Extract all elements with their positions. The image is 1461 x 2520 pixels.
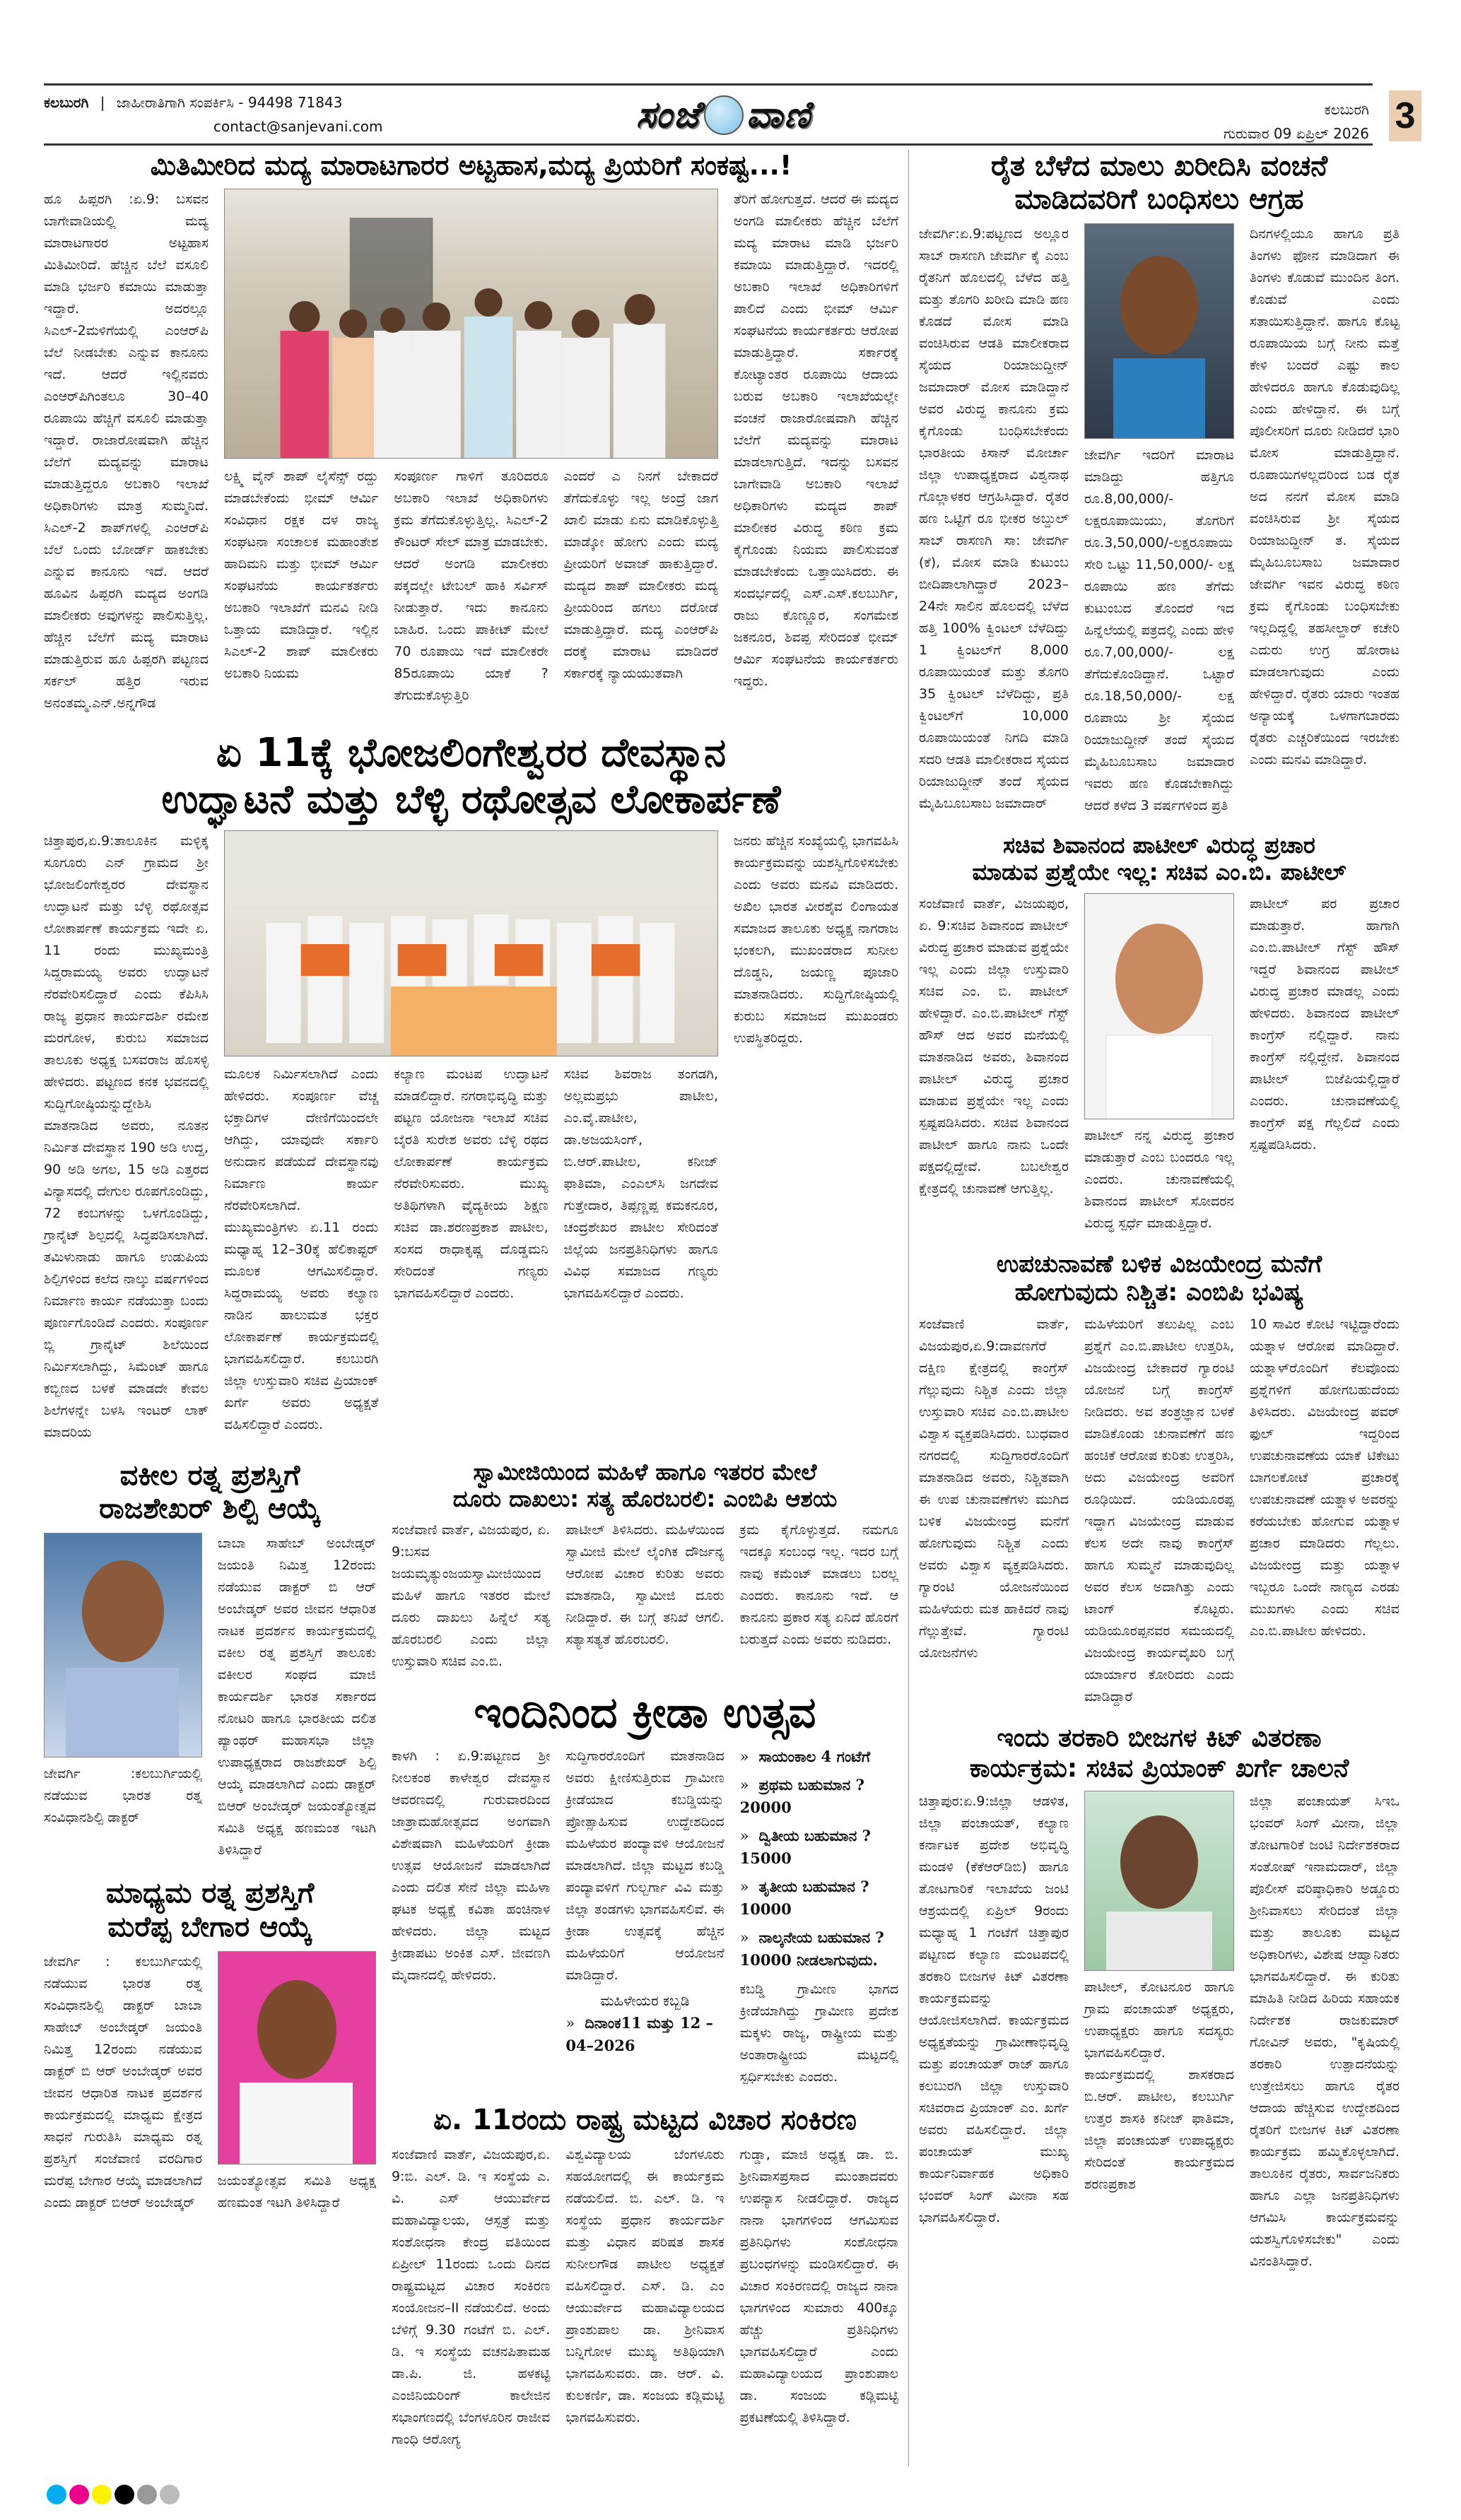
shivanand-photo-caption: ಪಾಟೀಲ್ ನನ್ನ ವಿರುದ್ಧ ಪ್ರಚಾರ ಮಾಡುತ್ತಾರೆ ಎಂಬ ಬಂದರೂ ಇಲ್ಲ ಎಂದರು. ಚುನಾವಣೆಯಲ್ಲಿ ಶಿವಾನಂದ ಪಾಟೀಲ್ ಸೋದರನ ವಿರುದ್ಧ ಸ್ಪರ್ಧೆ ಮಾಡುತ್ತಿದ್ದಾರೆ. <box>1084 1127 1234 1231</box>
portrait-illustration <box>1085 894 1233 1119</box>
ad-contact: ಜಾಹೀರಾತಿಗಾಗಿ ಸಂಪರ್ಕಿಸಿ - 94498 71843 <box>116 94 343 111</box>
seeds-story <box>919 1724 1400 2273</box>
sports-col1: ಕಾಳಗಿ : ಏ.9:ಪಟ್ಟಣದ ಶ್ರೀ ನೀಲಕಂಠ ಕಾಳೇಶ್ವರ ದೇವಸ್ಥಾನ ಆವರಣದಲ್ಲಿ ಗುರುವಾರದಿಂದ ಜಾತ್ರಾಮಹೋತ್ಸವದ ಅಂಗವಾಗಿ ವಿಶೇಷವಾಗಿ ಮಹಿಳೆಯರಿಗೆ ಕ್ರೀಡಾ ಉತ್ಸವ ಆಯೋಜನೆ ಮಾಡಲಾಗಿದೆ ಎಂದು ದಲಿತ ಸೇನೆ ಜಿಲ್ಲಾ ಮಹಿಳಾ ಘಟಕ ಅಧ್ಯಕ್ಷೆ ಕವಿತಾ ಹಂಚಿನಾಳ ಹೇಳಿದರು. ಜಿಲ್ಲಾ ಮಟ್ಟದ ಕ್ರೀಡಾಪಟು ಅಂಕಿತ ಎಸ್. ಜೀವಣಗಿ ಮೈದಾನದಲ್ಲಿ ಹೇಳಿದರು. <box>392 1748 551 1984</box>
top-rule <box>44 83 1373 86</box>
sports-story <box>392 1688 898 2088</box>
portrait-illustration <box>218 1952 375 2165</box>
newspaper-logo <box>636 90 811 140</box>
lawyer-award-headline-2: ರಾಜಶೇಖರ್ ಶಿಲ್ಪಿ ಆಯ್ಕೆ <box>99 1492 321 1526</box>
seeds-photo-caption: ಪಾಟೀಲ್, ಕೋಟನೂರ ಹಾಗೂ ಗ್ರಾಮ ಪಂಚಾಯತ್ ಅಧ್ಯಕ್ಷರು, ಉಪಾಧ್ಯಕ್ಷರು ಹಾಗೂ ಸದಸ್ಯರು ಭಾಗವಹಿಸಲಿದ್ದಾರೆ. ಕಾರ್ಯಕ್ರಮದಲ್ಲಿ ಶಾಸಕರಾದ ಬಿ.ಆರ್. ಪಾಟೀಲ, ಕಲಬುರ್ಗಿ ಉತ್ತರ ಶಾಸಕಿ ಕನೀಜ್ ಫಾತಿಮಾ, ಜಿಲ್ಲಾ ಪಂಚಾಯತ್ ಉಪಾಧ್ಯಕ್ಷರು ಸೇರಿದಂತೆ ಕಾರ್ಯಕ್ರಮದ ಶರಣಪ್ರಕಾಶ <box>1084 1979 1234 2193</box>
swamiji-col3: ಕ್ರಮ ಕೈಗೊಳ್ಳುತ್ತದೆ. ನಮಗೂ ಇದಕ್ಕೂ ಸಂಬಂಧ ಇಲ್ಲ. ಇದರ ಬಗ್ಗೆ ನಾವು ಕಮೆಂಟ್ ಮಾಡಲು ಬರಲ್ಲ ಎಂದರು. ಕಾನೂನು ಇದೆ. ಆ ಕಾನೂನು ಪ್ರಕಾರ ಸತ್ಯ ಏನಿದೆ ಹೊರಗೆ ಬರುತ್ತದೆ ಎಂದು ಅವರು ನುಡಿದರು. <box>739 1522 898 1648</box>
shivanand-photo <box>1084 893 1234 1119</box>
farmer-headline-1: ರೈತ ಬೆಳೆದ ಮಾಲು ಖರೀದಿಸಿ ವಂಚನೆ <box>990 150 1328 182</box>
black-dot <box>115 2485 134 2504</box>
sports-date-item: » ದಿನಾಂಕ11 ಮತ್ತು 12 –04–2026 <box>565 2012 724 2057</box>
temple-headline-2: ಉದ್ಘಾಟನೆ ಮತ್ತು ಬೆಳ್ಳಿ ರಥೋತ್ಸವ ಲೋಕಾರ್ಪಣೆ <box>161 776 781 823</box>
contact-email[interactable]: contact@sanjevani.com <box>213 118 383 135</box>
city-label-right: ಕಲಬುರಗಿ <box>1324 101 1369 118</box>
farmer-col1: ಜೇವರ್ಗಿ:ಏ.9:ಪಟ್ಟಣದ ಅಲ್ಲೂರ ಸಾಬ್ ರಾಸಣಗಿ ಜೇವರ್ಗಿ ಕೈ ಎಂಬ ರೈತನಿಗೆ ಹೊಲದಲ್ಲಿ ಬೆಳೆದ ಹತ್ತಿ ಮತ್ತು ತೊಗರಿ ಖರೀದಿ ಮಾಡಿ ಹಣ ಕೊಡದೆ ಮೋಸ ಮಾಡಿ ವಂಚಿಸಿರುವ ಆಡತಿ ಮಾಲೀಕರಾದ ಸೈಯದ ರಿಯಾಜುದ್ದೀನ್ ಜಮಾದಾರ್ ಮೋಸ ಮಾಡಿದ್ದಾನೆ ಅವರ ವಿರುದ್ಧ ಕಾನೂನು ಕ್ರಮ ಕೈಗೊಂಡು ಬಂಧಿಸಬೇಕೆಂದು ಭಾರತೀಯ ಕಿಸಾನ್ ಮೋರ್ಚಾ ಜಿಲ್ಲಾ ಉಪಾಧ್ಯಕ್ಷರಾದ ವಿಶ್ವನಾಥ ಗೊಲ್ಲಾಳಕರ ಆಗ್ರಹಿಸಿದ್ದಾರೆ. ರೈತರ ಹಣ ಒಟ್ಟಿಗೆ ರೂ ಭೀಕರ ಅಬ್ದುಲ್ ಸಾಬ್ ರಾಸಣಗಿ ಸಾ: ಜೇವರ್ಗಿ (ಕೆ), ಮೋಸ ಮಾಡಿ ಕುಟುಂಬ ಬೀದಿಪಾಲಾಗಿದ್ದಾರೆ 2023–24ನೇ ಸಾಲಿನ ಹೊಲದಲ್ಲಿ ಬೆಳೆದ ಹತ್ತಿ 100% ಕ್ವಿಂಟಲ್ ಬೆಳೆದಿದ್ದು 1 ಕ್ವಿಂಟಲ್‌ಗೆ 8,000 ರೂಪಾಯಿಯಂತೆ ಮತ್ತು ತೊಗರಿ 35 ಕ್ವಿಂಟಲ್ ಬೆಳೆದಿದ್ದು, ಪ್ರತಿ ಕ್ವಿಂಟಲ್‌ಗೆ 10,000 ರೂಪಾಯಿಯಂತೆ ನಿಗದಿ ಮಾಡಿ ಸದರಿ ಆಡತಿ ಮಾಲೀಕರಾದ ಸೈಯದ ರಿಯಾಜುದ್ದೀನ್ ತಂದೆ ಸೈಯದ ಮೈಹಿಬೂಬಸಾಬ ಜಮಾದಾರ್ <box>919 226 1069 812</box>
sports-middle <box>565 1745 724 2063</box>
media-award-headline-1: ಮಾಧ್ಯಮ ರತ್ನ ಪ್ರಶಸ್ತಿಗೆ <box>105 1877 315 1910</box>
vijayendra-story <box>919 1250 1400 1708</box>
swamiji-story <box>392 1459 898 1673</box>
temple-col4: ಸಚಿವ ಶಿವರಾಜ ತಂಗಡಗಿ, ಅಲ್ಲಮಪ್ರಭು ಪಾಟೀಲ, ಎಂ.ವೈ.ಪಾಟೀಲ, ಡಾ.ಅಜಯಸಿಂಗ್, ಬಿ.ಆರ್.ಪಾಟೀಲ, ಕನೀಜ್ ಫಾತಿಮಾ, ಎಂಎಲ್‌ಸಿ ಜಗದೇವ ಗುತ್ತೇದಾರ, ತಿಪ್ಪಣ್ಣಪ್ಪ ಕಮಕನೂರ, ಚಂದ್ರಶೇಖರ ಪಾಟೀಲ ಸೇರಿದಂತೆ ಜಿಲ್ಲೆಯ ಜನಪ್ರತಿನಿಧಿಗಳು ಹಾಗೂ ವಿವಿಧ ಸಮಾಜದ ಗಣ್ಯರು ಭಾಗವಹಿಸಲಿದ್ದಾರೆ ಎಂದರು. <box>563 1066 718 1301</box>
seeds-middle <box>1084 1791 1234 2196</box>
media-right <box>218 1951 376 2214</box>
registration-marks <box>47 2485 180 2504</box>
portrait-illustration <box>1085 1791 1233 1971</box>
liquor-story <box>44 150 898 714</box>
liquor-col4: ಎಂದರೆ ಎ ನಿನಗೆ ಬೇಕಾದರೆ ತೆಗೆದುಕೊಳ್ಳು ಇಲ್ಲ ಅಂದ್ರೆ ಜಾಗ ಖಾಲಿ ಮಾಡು ಏನು ಮಾಡಿಕೊಳ್ಳುತ್ತಿ ಮಾಡ್ಕೋ ಹೋಗು ಎಂದು ಮದ್ಯ ಪ್ರೀಯರಿಗೆ ಅವಾಜ್ ಹಾಕುತ್ತಿದ್ದಾರೆ. ಮದ್ಯದ ಶಾಪ್ ಮಾಲೀಕರು ಮದ್ಯ ಪ್ರೀಯರಿಂದ ಹಗಲು ದರೋಡೆ ಮಾಡುತ್ತಿದ್ದಾರೆ. ಮದ್ಯ ಎಂಆರ್‌ಪಿ ದರಕ್ಕೆ ಮಾರಾಟ ಮಾಡಿದರೆ ಸರ್ಕಾರಕ್ಕೆ ನ್ಯಾಯಯುತವಾಗಿ <box>563 468 718 681</box>
sports-col3: ಕಬಡ್ಡಿ ಗ್ರಾಮೀಣ ಭಾಗದ ಕ್ರೀಡೆಯಾಗಿದ್ದು ಗ್ರಾಮೀಣ ಪ್ರದೇಶ ಮಕ್ಕಳು ರಾಜ್ಯ, ರಾಷ್ಟ್ರೀಯ ಮತ್ತು ಅಂತಾರಾಷ್ಟ್ರೀಯ ಮಟ್ಟದಲ್ಲಿ ಸ್ಪರ್ಧಿಸಬೇಕು ಎಂದರು. <box>739 1982 898 2085</box>
temple-headline-1: ಏ 11ಕ್ಕೆ ಭೋಜಲಿಂಗೇಶ್ವರರ ದೇವಸ್ಥಾನ <box>216 729 727 776</box>
swamiji-headline-1: ಸ್ವಾಮೀಜಿಯಿಂದ ಮಹಿಳೆ ಹಾಗೂ ಇತರರ ಮೇಲೆ <box>473 1458 817 1485</box>
farmer-col3: ದಿನಗಳಲ್ಲಿಯೂ ಹಾಗೂ ಪ್ರತಿ ತಿಂಗಳು ಫೋನ ಮಾಡಿದಾಗ ಈ ತಿಂಗಳು ಕೊಡುವೆ ಮುಂದಿನ ತಿಂಗ. ಕೊಡುವೆ ಎಂದು ಸತಾಯಿಸುತ್ತಿದ್ದಾನೆ. ಹಾಗೂ ಕೊಟ್ಟ ರೂಪಾಯಿಯ ಬಗ್ಗೆ ನೀನು ಮತ್ತೆ ಕೇಳಿ ಬಂದರೆ ಎಷ್ಟು ಕಾಲ ಹೇಳಿದರೂ ಹಾಗೂ ಕೊಡುವುದಿಲ್ಲ ಎಂದು ಹೇಳಿದ್ದಾನೆ. ಈ ಬಗ್ಗೆ ಪೊಲೀಸರಿಗೆ ದೂರು ನೀಡಿದರೆ ಭಾರಿ ಮೋಸ ಮಾಡುತ್ತಿದ್ದಾನೆ. ರೂಪಾಯಿಗಳಲ್ಲದರಿಂದ ಬಡ ರೈತ ಅದ ನನಗೆ ಮೋಸ ಮಾಡಿ ವಂಚಿಸಿರುವ ಶ್ರೀ ಸೈಯದ ರಿಯಾಜುದ್ದೀನ್ ತ. ಸೈಯದ ಮೈಹಿಬೂಬಸಾಬ ಜಮಾದಾರ ಜೇವರ್ಗಿ ಇವನ ವಿರುದ್ಧ ಕಠಿಣ ಕ್ರಮ ಕೈಗೊಂಡು ಬಂಧಿಸಬೇಕು ಇಲ್ಲದಿದ್ದಲ್ಲಿ ತಹಸೀಲ್ದಾರ್ ಕಚೇರಿ ಎದುರು ಉಗ್ರ ಹೋರಾಟ ಮಾಡಲಾಗುವುದು ಎಂದು ಹೇಳಿದ್ದಾರೆ. ರೈತರು ಯಾರು ಇಂತಹ ಅನ್ಯಾಯಕ್ಕೆ ಒಳಗಾಗಬಾರದು ರೈತರು ಎಚ್ಚರಿಕೆಯಿಂದ ಇರಬೇಕು ಎಂದು ಮನವಿ ಮಾಡಿದ್ದಾರೆ. <box>1250 226 1400 768</box>
page-number: 3 <box>1389 90 1421 141</box>
separator: | <box>100 94 105 111</box>
temple-photo <box>224 830 718 1056</box>
lawyer-photo-caption: ಜೇವರ್ಗಿ :ಕಲಬುರ್ಗಿಯಲ್ಲಿ ನಡೆಯುವ ಭಾರತ ರತ್ನ ಸಂವಿಧಾನಶಿಲ್ಪಿ ಡಾಕ್ಟರ್ <box>44 1766 202 1826</box>
portrait-illustration <box>45 1533 201 1757</box>
temple-center <box>224 830 718 1436</box>
temple-col1: ಚಿತ್ತಾಪುರ,ಏ.9:ತಾಲೂಕಿನ ಮಳ್ಳಿಕ್ಕ ಸೂಗೂರು ಎನ್ ಗ್ರಾಮದ ಶ್ರೀ ಭೋಜಲಿಂಗೇಶ್ವರರ ದೇವಸ್ಥಾನ ಉದ್ಘಾಟನೆ ಮತ್ತು ಬೆಳ್ಳಿ ರಥೋತ್ಸವ ಲೋಕಾರ್ಪಣೆ ಕಾರ್ಯಕ್ರಮ ಇದೇ ಏ. 11 ರಂದು ಮುಖ್ಯಮಂತ್ರಿ ಸಿದ್ದರಾಮಯ್ಯ ಅವರು ಉದ್ಘಾಟನೆ ನೆರವೇರಿಸಲಿದ್ದಾರೆ ಎಂದು ಕೆಪಿಸಿಸಿ ರಾಜ್ಯ ಪ್ರಧಾನ ಕಾರ್ಯದರ್ಶಿ ರಮೇಶ ಮರಗೋಳ, ಕುರುಬ ಸಮಾಜದ ತಾಲೂಕು ಅಧ್ಯಕ್ಷ ಬಸವರಾಜ ಹೊಸಳ್ಳಿ ಹೇಳಿದರು. ಪಟ್ಟಣದ ಕನಕ ಭವನದಲ್ಲಿ ಸುದ್ದಿಗೋಷ್ಠಿಯನ್ನುದ್ದೇಶಿಸಿ ಮಾತನಾಡಿದ ಅವರು, ನೂತನ ನಿರ್ಮಿತ ದೇವಸ್ಥಾನ 190 ಅಡಿ ಉದ್ದ, 90 ಅಡಿ ಅಗಲ, 15 ಅಡಿ ಎತ್ತರದ ವಿನ್ಯಾಸದಲ್ಲಿ ದೇಗುಲ ರೂಪಗೊಂಡಿದ್ದು, 72 ಕಂಬಗಳನ್ನು ಒಳಗೊಂಡಿದ್ದು, ಗ್ರಾನೈಟ್ ಶಿಲ್ಪದಲ್ಲಿ ಸಿದ್ಧಪಡಿಸಲಾಗಿದೆ. ತಮಿಳುನಾಡು ಹಾಗೂ ಉಡುಪಿಯ ಶಿಲ್ಪಿಗಳಿಂದ ಕಲೆದ ನಾಲ್ಕು ವರ್ಷಗಳಿಂದ ನಿರ್ಮಾಣ ಕಾರ್ಯ ನಡೆಯುತ್ತಾ ಬಂದು ಪೂರ್ಣಗೊಂಡಿದೆ ಎಂದರು. ಸಂಪೂರ್ಣ ಬ್ಲಿ ಗ್ರಾನೈಟ್ ಶಿಲೆಯಿಂದ ನಿರ್ಮಿಸಲಾಗಿದ್ದು, ಸಿಮೆಂಟ್ ಹಾಗೂ ಕಬ್ಬಿಣದ ಬಳಕೆ ಮಾಡದೇ ಕೇವಲ ಶಿಲೆಗಳನ್ನೇ ಬಳಸಿ ಇಂಟರ್ ಲಾಕ್ ಮಾದರಿಯ <box>44 832 209 1440</box>
sports-right <box>740 1745 898 2088</box>
sports-col2: ಸುದ್ದಿಗಾರರೊಂದಿಗೆ ಮಾತನಾಡಿದ ಅವರು ಕ್ಷೀಣಿಸುತ್ತಿರುವ ಗ್ರಾಮೀಣ ಕ್ರೀಡೆಯಾದ ಕಬಡ್ಡಿಯನ್ನು ಪ್ರೋತ್ಸಾಹಿಸುವ ಉದ್ದೇಶದಿಂದ ಮಹಿಳೆಯರ ಪಂದ್ಯಾವಳಿ ಆಯೋಜನೆ ಮಾಡಲಾಗಿದೆ. ಜಿಲ್ಲಾ ಮಟ್ಟದ ಕಬಡ್ಡಿ ಪಂದ್ಯಾವಳಿಗೆ ಗುಲ್ಬರ್ಗಾ ವಿವಿ ಮತ್ತು ಜಿಲ್ಲಾ ತಂಡಗಳು ಭಾಗವಹಿಸಲಿವೆ. ಈ ಕ್ರೀಡಾ ಉತ್ಸವಕ್ಕೆ ಹೆಚ್ಚಿನ ಮಹಿಳೆಯರಿಗೆ ಆಯೋಜನೆ ಮಾಡಿದ್ದಾರೆ. <box>565 1748 724 1984</box>
liquor-col1: ಹೂ ಹಿಪ್ಪರಗಿ :ಏ.9: ಬಸವನ ಬಾಗೇವಾಡಿಯಲ್ಲಿ ಮದ್ಯ ಮಾರಾಟಗಾರರ ಅಟ್ಟಹಾಸ ಮಿತಿಮೀರಿದೆ. ಹೆಚ್ಚಿನ ಬೆಲೆ ವಸೂಲಿ ಮಾಡಿ ಭರ್ಜರಿ ಕಮಾಯಿ ಮಾಡುತ್ತಾ ಇದ್ದಾರೆ. ಅದರಲ್ಲೂ ಸಿಎಲ್-2ಮಳಿಗೆಯಲ್ಲಿ ಎಂಆರ್‌ಪಿ ಬೆಲೆ ನೀಡಬೇಕು ಎನ್ನುವ ಕಾನೂನು ಇದೆ. ಆದರೆ ಇಲ್ಲಿನವರು ಎಂಆರ್‌ಪಿಗಿಂತಲೂ 30–40 ರೂಪಾಯಿ ಹೆಚ್ಚಿಗೆ ವಸೂಲಿ ಮಾಡುತ್ತಾ ಇದ್ದಾರೆ. ರಾಜಾರೋಷವಾಗಿ ಹೆಚ್ಚಿನ ಬೆಲೆಗೆ ಮದ್ಯವನ್ನು ಮಾರಾಟ ಮಾಡುತ್ತಿದ್ದರೂ ಅಬಕಾರಿ ಇಲಾಖೆ ಅಧಿಕಾರಿಗಳು ಮಾತ್ರ ಸುಮ್ಮನಿದೆ. ಸಿಎಲ್-2 ಶಾಪ್‌ಗಳಲ್ಲಿ ಎಂಆರ್‌ಪಿ ಬೆಲೆ ಒಂದು ಬೋರ್ಡ್ ಹಾಕಬೇಕು ಎನ್ನುವ ಕಾನೂನು ಇದೆ. ಆದರೆ ಹೂವಿನ ಹಿಪ್ಪರಗಿ ಮದ್ಯದ ಅಂಗಡಿ ಮಾಲೀಕರು ಅವುಗಳನ್ನು ಪಾಲಿಸುತ್ತಿಲ್ಲ. ಹೆಚ್ಚಿನ ಬೆಲೆಗೆ ಮದ್ಯ ಮಾರಾಟ ಮಾಡುತ್ತಿರುವ ಹೂ ಹಿಪ್ಪರಗಿ ಪಟ್ಟಣದ ಸರ್ಕಲ್ ಹತ್ತಿರ ಇರುವ ಅನಂತಮ್ಮ.ಎನ್.ಅನ್ನಗೌಡ <box>44 191 209 711</box>
seminar-col2: ವಿಶ್ವವಿದ್ಯಾಲಯ ಬೆಂಗಳೂರು ಸಹಯೋಗದಲ್ಲಿ ಈ ಕಾರ್ಯಕ್ರಮ ನಡೆಯಲಿದೆ. ಬಿ. ಎಲ್. ಡಿ. ಇ ಸಂಸ್ಥೆಯ ಪ್ರಧಾನ ಕಾರ್ಯದರ್ಶಿ ಮತ್ತು ವಿಧಾನ ಪರಿಷತ ಶಾಸಕ ಸುನೀಲಗೌಡ ಪಾಟೀಲ ಅಧ್ಯಕ್ಷತೆ ವಹಿಸಲಿದ್ದಾರೆ. ಎಸ್. ಡಿ. ಎಂ ಆಯುರ್ವೇದ ಮಹಾವಿದ್ಯಾಲಯದ ಪ್ರಾಂಶುಪಾಲ ಡಾ. ಶ್ರೀನಿವಾಸ ಬನ್ನಿಗೋಳ ಮುಖ್ಯ ಅತಿಥಿಯಾಗಿ ಭಾಗವಹಿಸುವರು. ಡಾ. ಆರ್. ವಿ. ಕುಲಕರ್ಣಿ, ಡಾ. ಸಂಜಯ ಕಡ್ಲಿಮಟ್ಟಿ ಭಾಗವಹಿಸುವರು. <box>565 2147 724 2426</box>
media-award-headline-2: ಮರೆಪ್ಪ ಬೇಗಾರ ಆಯ್ಕೆ <box>107 1910 312 1943</box>
left-block <box>44 150 909 2466</box>
media-award-story <box>44 1877 376 2213</box>
liquor-col2: ಲಕ್ಷ್ಮಿ ವೈನ್ ಶಾಪ್ ಲೈಸೆನ್ಸ್ ರದ್ದು ಮಾಡಬೇಕೆಂದು ಭೀಮ್ ಆರ್ಮಿ ಸಂವಿಧಾನ ರಕ್ಷಕ ದಳ ರಾಜ್ಯ ಸಂಘಟನಾ ಸಂಚಾಲಕ ಮಹಾಂತೇಶ ಹಾದಿಮನಿ ಮತ್ತು ಭೀಮ್ ಆರ್ಮಿ ಸಂಘಟನೆಯ ಕಾರ್ಯಕರ್ತರು ಅಬಕಾರಿ ಇಲಾಖೆಗೆ ಮನವಿ ನೀಡಿ ಒತ್ತಾಯ ಮಾಡಿದ್ದಾರೆ. ಇಲ್ಲಿನ ಸಿಎಲ್-2 ಶಾಪ್ ಮಾಲೀಕರು ಅಬಕಾರಿ ನಿಯಮ <box>224 468 379 681</box>
shivanand-middle <box>1084 893 1234 1235</box>
seminar-col1: ಸಂಜೆವಾಣಿ ವಾರ್ತೆ, ವಿಜಯಪುರ,ಏ. 9:ಬಿ. ಎಲ್. ಡಿ. ಇ ಸಂಸ್ಥೆಯ ಎ. ವಿ. ಎಸ್ ಆಯುರ್ವೇದ ಮಹಾವಿದ್ಯಾಲಯ, ಆಸ್ಪತ್ರೆ ಮತ್ತು ಸಂಶೋಧನಾ ಕೇಂದ್ರ ವತಿಯಿಂದ ಏಪ್ರೀಲ್ 11ರಂದು ಒಂದು ದಿನದ ರಾಷ್ಟ್ರಮಟ್ಟದ ವಿಚಾರ ಸಂಕಿರಣ ಸಂಯೋಜನ–II ನಡೆಯಲಿದೆ. ಅಂದು ಬೆಳಿಗ್ಗೆ 9.30 ಗಂಟೆಗೆ ಬಿ. ಎಲ್. ಡಿ. ಇ ಸಂಸ್ಥೆಯ ವಚನಪಿತಾಮಹ ಡಾ.ಪಿ. ಜಿ. ಹಳಕಟ್ಟಿ ಎಂಜಿನಿಯರಿಂಗ್ ಕಾಲೇಜಿನ ಸಭಾಂಗಣದಲ್ಲಿ ಬೆಂಗಳೂರಿನ ರಾಜೀವ ಗಾಂಧಿ ಆರೋಗ್ಯ <box>392 2147 551 2448</box>
seminar-story <box>392 2104 898 2451</box>
masthead-right <box>1224 98 1369 146</box>
farmer-photo-caption: ಜೇವರ್ಗಿ ಇದರಿಗೆ ಮಾರಾಟ ಮಾಡಿದ್ದು ಹತ್ತಿಗೂ ರೂ.8,00,000/- ಲಕ್ಷರೂಪಾಯಿಯು, ತೊಗರಿಗೆ ರೂ.3,50,000/-ಲಕ್ಷರೂಪಾಯಿ ಸೇರಿ ಒಟ್ಟು 11,50,000/- ಲಕ್ಷ ರೂಪಾಯಿ ಹಣ ತೆಗೆದು ಕುಟುಂಬದ ತೊಂದರೆ ಇದ ಹಿನ್ನೆಲೆಯಲ್ಲಿ ಪತ್ರದಲ್ಲಿ ಎಂದು ಹೇಳಿ ರೂ.7,00,000/- ಲಕ್ಷ ತೆಗೆದುಕೊಂಡಿದ್ದಾನೆ. ಒಟ್ಟಾರೆ ರೂ.18,50,000/- ಲಕ್ಷ ರೂಪಾಯಿ ಶ್ರೀ ಸೈಯದ ರಿಯಾಜುದ್ದೀನ್ ತಂದೆ ಸೈಯದ ಮೈಹಿಬೂಬಸಾಬ ಜಮಾದಾರ ಇವರು ಹಣ ಕೊಡಬೇಕಾಗಿದ್ದು ಆದರೆ ಕಳೆದ 3 ವರ್ಷಗಳಿಂದ ಪ್ರತಿ <box>1084 447 1234 814</box>
liquor-photo <box>224 189 718 459</box>
liquor-col3: ಸಂಪೂರ್ಣ ಗಾಳಿಗೆ ತೂರಿದರೂ ಅಬಕಾರಿ ಇಲಾಖೆ ಅಧಿಕಾರಿಗಳು ಕ್ರಮ ತೆಗೆದುಕೊಳ್ಳುತ್ತಿಲ್ಲ. ಸಿಎಲ್-2 ಕೌಂಟರ್ ಸೇಲ್ ಮಾತ್ರ ಮಾಡಬೇಕು. ಆದರೆ ಅಂಗಡಿ ಮಾಲೀಕರು ಪಕ್ಕದಲ್ಲೇ ಟೇಬಲ್ ಹಾಕಿ ಸರ್ವಿಸ್ ನೀಡುತ್ತಾರೆ. ಇದು ಕಾನೂನು ಬಾಹಿರ. ಒಂದು ಪಾಕೀಟ್ ಮೇಲೆ 70 ರೂಪಾಯಿ ಇದೆ ಮಾಲೀಕರೇ 85ರೂಪಾಯಿ ಯಾಕೆ ? ತೆಗುದುಕೊಳ್ಳುತ್ತಿರಿ <box>394 468 548 703</box>
seeds-headline-1: ಇಂದು ತರಕಾರಿ ಬೀಜಗಳ ಕಿಟ್ ವಿತರಣಾ <box>997 1724 1322 1753</box>
shivanand-headline-1: ಸಚಿವ ಶಿವಾನಂದ ಪಾಟೀಲ್ ವಿರುದ್ಧ ಪ್ರಚಾರ <box>1003 832 1315 859</box>
lawyer-col2: ಬಾಬಾ ಸಾಹೇಬ್ ಅಂಬೇಡ್ಕರ್ ಜಯಂತಿ ನಿಮಿತ್ತ 12ರಂದು ನಡೆಯುವ ಡಾಕ್ಟರ್ ಬಿ ಆರ್ ಅಂಬೇಡ್ಕರ್ ಅವರ ಜೀವನ ಆಧಾರಿತ ನಾಟಕ ಪ್ರದರ್ಶನ ಕಾರ್ಯಕ್ರಮದಲ್ಲಿ ವಕೀಲ ರತ್ನ ಪ್ರಶಸ್ತಿಗೆ ತಾಲೂಕು ವಕೀಲರ ಸಂಘದ ಮಾಜಿ ಕಾರ್ಯದರ್ಶಿ ಭಾರತ ಸರ್ಕಾರದ ನೋಟರಿ ಹಾಗೂ ಭಾರತೀಯ ದಲಿತ ಪ್ಯಾಂಥರ್ ಮಹಾಸಭಾ ಜಿಲ್ಲಾ ಉಪಾಧ್ಯಕ್ಷರಾದ ರಾಜಶೇಖರ್ ಶಿಲ್ಪಿ ಆಯ್ಕೆ ಮಾಡಲಾಗಿದೆ ಎಂದು ಡಾಕ್ಟರ್ ಬಿಆರ್ ಅಂಬೇಡ್ಕರ್ ಜಯಂತ್ಯೋತ್ಸವ ಸಮಿತಿ ಅಧ್ಯಕ್ಷ ಹಣಮಂತ ಇಟಗಿ ತಿಳಿಸಿದ್ದಾರೆ <box>218 1536 376 1859</box>
lawyer-award-story <box>44 1459 376 1861</box>
temple-col5: ಜನರು ಹೆಚ್ಚಿನ ಸಂಖ್ಯೆಯಲ್ಲಿ ಭಾಗವಹಿಸಿ ಕಾರ್ಯಕ್ರಮವನ್ನು ಯಶಸ್ವಿಗೊಳಿಸಬೇಕು ಎಂದು ಅವರು ಮನವಿ ಮಾಡಿದರು. ಅಖಿಲ ಭಾರತ ವೀರಶೈವ ಲಿಂಗಾಯತ ಸಮಾಜದ ತಾಲೂಕು ಅಧ್ಯಕ್ಷ ನಾಗರಾಜ ಭಂಕಲಗಿ, ಮುಖಂಡರಾದ ಸುನೀಲ ದೊಡ್ಡನಿ, ಜಯಣ್ಣ ಪೂಜಾರಿ ಮಾತನಾಡಿದರು. ಸುದ್ದಿಗೋಷ್ಠಿಯಲ್ಲಿ ಕುರುಬ ಸಮಾಜದ ಮುಖಂಡರು ಉಪಸ್ಥಿತರಿದ್ದರು. <box>734 832 898 1046</box>
media-photo-caption: ಜಯಂತ್ಯೋತ್ಸವ ಸಮಿತಿ ಅಧ್ಯಕ್ಷ ಹಣಮಂತ ಇಟಗಿ ತಿಳಿಸಿದ್ದಾರೆ <box>218 2172 376 2210</box>
logo-text-left: ಸಂಜೆ <box>636 93 701 136</box>
sports-date-list <box>565 2012 724 2057</box>
seeds-headline-2: ಕಾರ್ಯಕ್ರಮ: ಸಚಿವ ಪ್ರಿಯಾಂಕ್ ಖರ್ಗೆ ಚಾಲನೆ <box>969 1753 1349 1783</box>
temple-story <box>44 730 898 1444</box>
group-photo-illustration <box>225 831 717 1056</box>
farmer-middle <box>1084 223 1234 817</box>
cyan-dot <box>47 2485 66 2504</box>
center-column <box>392 1459 898 2466</box>
liquor-headline: ಮಿತಿಮೀರಿದ ಮದ್ಯ ಮಾರಾಟಗಾರರ ಅಟ್ಟಹಾಸ,ಮದ್ಯ ಪ್ರಿಯರಿಗೆ ಸಂಕಷ್ಟ...! <box>150 150 792 181</box>
vijayendra-col2: ಮಹಿಳೆಯರಿಗೆ ತಲುಪಿಲ್ಲ ಎಂಬ ಪ್ರಶ್ನೆಗೆ ಎಂ.ಬಿ.ಪಾಟೀಲ ಉತ್ತರಿಸಿ, ವಿಜಯೇಂದ್ರ ಬೇಕಾದರೆ ಗ್ಯಾರಂಟಿ ಯೋಜನೆ ಬಗ್ಗೆ ಕಾಂಗ್ರೆಸ್ ನೀಡಿದರು. ಅವ ತಂತ್ರಜ್ಞಾನ ಬಳಕೆ ಮಾಡಿಕೊಂಡು ಚುನಾವಣೆಗೆ ಹಣ ಹಂಚಿಕೆ ಆರೋಪ ಕುರಿತು ಉತ್ತರಿಸಿ, ಅದು ವಿಜಯೇಂದ್ರ ಅವರಿಗೆ ರೂಢಿಯಿದೆ. ಯಡಿಯೂರಪ್ಪ ಇದ್ದಾಗ ವಿಜಯೇಂದ್ರ ಮಾಡುವ ಕೆಲಸ ಅದೇ ನಾವು ಕಾಂಗ್ರೆಸ್ ಹಾಗೂ ಸುಮ್ಮನೆ ಮಾಡುವುದಿಲ್ಲ ಅವರ ಕೆಲಸ ಅದಾಗಿತ್ತು ಎಂದು ಟಾಂಗ್ ಕೊಟ್ಟರು. ಯಡಿಯೂರಪ್ಪನವರ ಸಮಯದಲ್ಲಿ ವಿಜಯೇಂದ್ರ ಕಾರ್ಯವೈಖರಿ ಬಗ್ಗೆ ಯಾರ್ಯಾರ ಕೋರಿದರು ಎಂದು ಮಾಡಿದ್ದಾರೆ <box>1084 1317 1234 1705</box>
seeds-photo <box>1084 1791 1234 1971</box>
vijayendra-headline-2: ಹೋಗುವುದು ನಿಶ್ಚಿತ: ಎಂಬಿಪಿ ಭವಿಷ್ಯ <box>1014 1278 1304 1307</box>
globe-icon <box>704 95 744 135</box>
seminar-col3: ಗುಡ್ಡಾ, ಮಾಜಿ ಅಧ್ಯಕ್ಷ ಡಾ. ಬಿ. ಶ್ರೀನಿವಾಸಪ್ರಸಾದ ಮುಂತಾದವರು ಉಪನ್ಯಾಸ ನೀಡಲಿದ್ದಾರೆ. ರಾಜ್ಯದ ನಾನಾ ಭಾಗಗಳಿಂದ ಆಗಮಿಸುವ ಪ್ರತಿನಿಧಿಗಳು ಸಂಶೋಧನಾ ಪ್ರಬಂಧಗಳನ್ನು ಮಂಡಿಸಲಿದ್ದಾರೆ. ಈ ವಿಚಾರ ಸಂಕಿರಣದಲ್ಲಿ ರಾಜ್ಯದ ನಾನಾ ಭಾಗಗಳಿಂದ ಸುಮಾರು 400ಕ್ಕೂ ಹೆಚ್ಚು ಪ್ರತಿನಿಧಿಗಳು ಭಾಗವಹಿಸಲಿದ್ದಾರೆ ಎಂದು ಮಹಾವಿದ್ಯಾಲಯದ ಪ್ರಾಂಶುಪಾಲ ಡಾ. ಸಂಜಯ ಕಡ್ಲಿಮಟ್ಟಿ ಪ್ರಕಟಣೆಯಲ್ಲಿ ತಿಳಿಸಿದ್ದಾರೆ. <box>739 2147 898 2426</box>
sports-box-title: ಮಹಿಳೇಯರ ಕಬ್ಬಡಿ <box>600 1992 690 2010</box>
seminar-headline: ಏ. 11ರಂದು ರಾಷ್ಟ್ರ ಮಟ್ಟದ ವಿಚಾರ ಸಂಕಿರಣ <box>433 2104 857 2137</box>
seeds-col3: ಜಿಲ್ಲಾ ಪಂಚಾಯತ್ ಸಿಇಒ ಭಂವರ್ ಸಿಂಗ್ ಮೀನಾ, ಜಿಲ್ಲಾ ತೋಟಗಾರಿಕೆ ಜಂಟಿ ನಿರ್ದೇಶಕರಾದ ಸಂತೋಷ್ ಇನಾಮದಾರ್, ಜಿಲ್ಲಾ ಪೊಲೀಸ್ ವರಿಷ್ಠಾಧಿಕಾರಿ ಅಡ್ಡೂರು ಶ್ರೀನಿವಾಸಲು ಸೇರಿದಂತೆ ಜಿಲ್ಲಾ ಮತ್ತು ತಾಲೂಕು ಮಟ್ಟದ ಅಧಿಕಾರಿಗಳು, ವಿಶೇಷ ಆಹ್ವಾನಿತರು ಭಾಗವಹಿಸಲಿದ್ದಾರೆ. ಈ ಕುರಿತು ಮಾಹಿತಿ ನೀಡಿದ ಹಿರಿಯ ಸಹಾಯಕ ನಿರ್ದೇಶಕ ರಾಜಕುಮಾರ್ ಗೋವಿನ್ ಅವರು, "ಕೃಷಿಯಲ್ಲಿ ತರಕಾರಿ ಉತ್ಪಾದನೆಯನ್ನು ಉತ್ತೇಜಿಸಲು ಹಾಗೂ ರೈತರ ಆದಾಯ ಹೆಚ್ಚಿಸುವ ಉದ್ದೇಶದಿಂದ ರೈತರಿಗೆ ಬೀಜಗಳ ಕಿಟ್ ವಿತರಣಾ ಕಾರ್ಯಕ್ರಮ ಹಮ್ಮಿಕೊಳ್ಳಲಾಗಿದೆ. ತಾಲೂಕಿನ ರೈತರು, ಸಾರ್ವಜನಿಕರು ಹಾಗೂ ಎಲ್ಲಾ ಜನಪ್ರತಿನಿಧಿಗಳು ಆಗಮಿಸಿ ಕಾರ್ಯಕ್ರಮವನ್ನು ಯಶಸ್ವಿಗೊಳಿಸಬೇಕು" ಎಂದು ವಿನಂತಿಸಿದ್ದಾರೆ. <box>1250 1794 1400 2270</box>
masthead-left <box>44 94 382 135</box>
city-label: ಕಲಬುರಗಿ <box>44 94 89 111</box>
farmer-photo <box>1084 223 1234 439</box>
farmer-headline-2: ಮಾಡಿದವರಿಗೆ ಬಂಧಿಸಲು ಆಗ್ರಹ <box>1014 183 1304 216</box>
portrait-illustration <box>1085 224 1233 439</box>
awards-column <box>44 1459 376 2230</box>
prize-item-second: » ದ್ವಿತೀಯ ಬಹುಮಾನ ? 15000 <box>740 1825 898 1870</box>
liquor-center <box>224 189 718 707</box>
seeds-col1: ಚಿತ್ತಾಪುರ:ಏ.9:ಜಿಲ್ಲಾ ಆಡಳಿತ, ಜಿಲ್ಲಾ ಪಂಚಾಯತ್, ಕಲ್ಯಾಣ ಕರ್ನಾಟಕ ಪ್ರದೇಶ ಅಭಿವೃದ್ಧಿ ಮಂಡಳಿ (ಕೆಕೆಆರ್‌ಡಿಬಿ) ಹಾಗೂ ತೋಟಗಾರಿಕೆ ಇಲಾಖೆಯ ಜಂಟಿ ಆಶ್ರಯದಲ್ಲಿ ಏಪ್ರಿಲ್ 9ರಂದು ಮಧ್ಯಾಹ್ನ 1 ಗಂಟೆಗೆ ಚಿತ್ತಾಪುರ ಪಟ್ಟಣದ ಕಲ್ಯಾಣ ಮಂಟಪದಲ್ಲಿ ತರಕಾರಿ ಬೀಜಗಳ ಕಿಟ್ ವಿತರಣಾ ಕಾರ್ಯಕ್ರಮವನ್ನು ಆಯೋಜಿಸಲಾಗಿದೆ. ಕಾರ್ಯಕ್ರಮದ ಅಧ್ಯಕ್ಷತೆಯನ್ನು ಗ್ರಾಮೀಣಾಭಿವೃದ್ಧಿ ಮತ್ತು ಪಂಚಾಯತ್ ರಾಜ್ ಹಾಗೂ ಕಲಬುರಗಿ ಜಿಲ್ಲಾ ಉಸ್ತುವಾರಿ ಸಚಿವರಾದ ಪ್ರಿಯಾಂಕ್ ಎಂ. ಖರ್ಗೆ ಅವರು ವಹಿಸಲಿದ್ದಾರೆ. ಜಿಲ್ಲಾ ಪಂಚಾಯತ್ ಮುಖ್ಯ ಕಾರ್ಯನಿರ್ವಾಹಕ ಅಧಿಕಾರಿ ಭಂವರ್ ಸಿಂಗ್ ಮೀನಾ ಸಹ ಭಾಗವಹಿಸಲಿದ್ದಾರೆ. <box>919 1794 1069 2226</box>
magenta-dot <box>69 2485 89 2504</box>
gray-dot <box>137 2485 157 2504</box>
yellow-dot <box>92 2485 112 2504</box>
logo-text-right: ವಾಣಿ <box>746 93 812 136</box>
farmer-story <box>919 150 1400 817</box>
lawyer-left <box>44 1533 202 1829</box>
prize-item-fourth: » ನಾಲ್ಕನೇಯ ಬಹುಮಾನ ?10000 ನೀಡಲಾಗುವುದು. <box>740 1926 898 1972</box>
prize-item-third: » ತೃತೀಯ ಬಹುಮಾನ ? 10000 <box>740 1876 898 1921</box>
temple-photo-caption: ಮೂಲಕ ನಿರ್ಮಿಸಲಾಗಿದೆ ಎಂದು ಹೇಳಿದರು. ಸಂಪೂರ್ಣ ವೆಚ್ಚ ಭಕ್ತಾದಿಗಳ ದೇಣಿಗೆಯಿಂದಲೇ ಆಗಿದ್ದು, ಯಾವುದೇ ಸರ್ಕಾರಿ ಅನುದಾನ ಪಡೆಯದೆ ದೇವಸ್ಥಾನವು ನಿರ್ಮಾಣ ಕಾರ್ಯ ನೆರವೇರಿಸಲಾಗಿದೆ. ಮುಖ್ಯಮಂತ್ರಿಗಳು ಏ.11 ರಂದು ಮಧ್ಯಾಹ್ನ 12–30ಕ್ಕೆ ಹೆಲಿಕಾಪ್ಟರ್ ಮೂಲಕ ಆಗಮಿಸಲಿದ್ದಾರೆ. ಸಿದ್ದರಾಮಯ್ಯ ಅವರು ಕಲ್ಯಾಣ ನಾಡಿನ ಹಾಲುಮತ ಭಕ್ತರ ಲೋಕಾರ್ಪಣೆ ಕಾರ್ಯಕ್ರಮದಲ್ಲಿ ಭಾಗವಹಿಸಲಿದ್ದಾರೆ. ಕಲಬುರಗಿ ಜಿಲ್ಲಾ ಉಸ್ತುವಾರಿ ಸಚಿವ ಪ್ರಿಯಾಂಕ್ ಖರ್ಗೆ ಅವರು ಅಧ್ಯಕ್ಷತೆ ವಹಿಸಲಿದ್ದಾರೆ ಎಂದರು. <box>224 1066 379 1432</box>
prize-item-first: » ಪ್ರಥಮ ಬಹುಮಾನ ? 20000 <box>740 1774 898 1819</box>
swamiji-col1: ಸಂಜೆವಾಣಿ ವಾರ್ತೆ, ವಿಜಯಪುರ, ಏ. 9:ಬಸವ ಜಯಮೃತ್ಯುಂಜಯಸ್ವಾಮೀಜಿಯಿಂದ ಮಹಿಳೆ ಹಾಗೂ ಇತರರ ಮೇಲೆ ದೂರು ದಾಖಲು ಹಿನ್ನೆಲೆ ಸತ್ಯ ಹೊರಬರಲಿ ಎಂದು ಜಿಲ್ಲಾ ಉಸ್ತುವಾರಿ ಸಚಿವ ಎಂ.ಬಿ. <box>392 1522 551 1670</box>
sports-headline: ಇಂದಿನಿಂದ ಕ್ರೀಡಾ ಉತ್ಸವ <box>474 1688 816 1738</box>
liquor-col5: ತೆರಿಗೆ ಹೋಗುತ್ತದೆ. ಆದರೆ ಈ ಮದ್ಯದ ಅಂಗಡಿ ಮಾಲೀಕರು ಹೆಚ್ಚಿನ ಬೆಲೆಗೆ ಮದ್ಯ ಮಾರಾಟ ಮಾಡಿ ಭರ್ಜರಿ ಕಮಾಯಿ ಮಾಡುತ್ತಿದ್ದಾರೆ. ಇದರಲ್ಲಿ ಅಬಕಾರಿ ಇಲಾಖೆ ಅಧಿಕಾರಿಗಳಿಗೆ ಪಾಲಿದೆ ಎಂದು ಭೀಮ್ ಆರ್ಮಿ ಸಂಘಟನೆಯ ಕಾರ್ಯಕರ್ತರು ಆರೋಪ ಮಾಡುತ್ತಿದ್ದಾರೆ. ಸರ್ಕಾರಕ್ಕೆ ಕೋಟ್ಯಾಂತರ ರೂಪಾಯಿ ಆದಾಯ ಬರುವ ಅಬಕಾರಿ ಇಲಾಖೆಯಲ್ಲೇ ವಂಚನೆ ರಾಜಾರೋಷವಾಗಿ ಹೆಚ್ಚಿನ ಬೆಲೆಗೆ ಮದ್ಯವನ್ನು ಮಾರಾಟ ಮಾಡಲಾಗುತ್ತಿದೆ. ಇದನ್ನು ಬಸವನ ಬಾಗೇವಾಡಿ ಅಬಕಾರಿ ಇಲಾಖೆ ಅಧಿಕಾರಿಗಳು ಮದ್ಯದ ಶಾಪ್ ಮಾಲೀಕರ ವಿರುದ್ಧ ಕಠಿಣ ಕ್ರಮ ಕೈಗೊಂಡು ನಿಯಮ ಪಾಲಿಸುವಂತೆ ಮಾಡಬೇಕೆಂದು ಒತ್ತಾಯಿಸಿದರು. ಈ ಸಂದರ್ಭದಲ್ಲಿ ಎಸ್.ಎಸ್.ಕಲಬುರ್ಗಿ, ರಾಜು ಕೊಣ್ಣೂರ, ಸಂಗಮೇಶ ಜಕನೂರ, ಶಿವಪ್ಪ ಸೇರಿದಂತೆ ಭೀಮ್ ಆರ್ಮಿ ಸಂಘಟನೆಯ ಕಾರ್ಯಕರ್ತರು ಇದ್ದರು. <box>734 191 898 689</box>
light-gray-dot <box>160 2485 180 2504</box>
swamiji-headline-2: ದೂರು ದಾಖಲು: ಸತ್ಯ ಹೊರಬರಲಿ: ಎಂಬಿಪಿ ಆಶಯ <box>452 1485 838 1512</box>
right-block <box>909 150 1400 2466</box>
sports-prize-list <box>740 1745 898 1972</box>
group-photo-illustration <box>225 189 717 459</box>
temple-col3: ಕಲ್ಯಾಣ ಮಂಟಪ ಉದ್ಘಾಟನೆ ಮಾಡಲಿದ್ದಾರೆ. ನಗರಾಭಿವೃದ್ಧಿ ಮತ್ತು ಪಟ್ಟಣ ಯೋಜನಾ ಇಲಾಖೆ ಸಚಿವ ಬೈರತಿ ಸುರೇಶ ಅವರು ಬೆಳ್ಳಿ ರಥದ ಲೋಕಾರ್ಪಣೆ ಕಾರ್ಯಕ್ರಮ ನೆರವೇರಿಸುವರು. ಮುಖ್ಯ ಅತಿಥಿಗಳಾಗಿ ವೈದ್ಯಕೀಯ ಶಿಕ್ಷಣ ಸಚಿವ ಡಾ.ಶರಣಪ್ರಕಾಶ ಪಾಟೀಲ, ಸಂಸದ ರಾಧಾಕೃಷ್ಣ ದೊಡ್ಡಮನಿ ಸೇರಿದಂತೆ ಗಣ್ಯರು ಭಾಗವಹಿಸಲಿದ್ದಾರೆ ಎಂದರು. <box>394 1066 548 1301</box>
prize-item-time: » ಸಾಯಂಕಾಲ 4 ಗಂಟೆಗೆ <box>740 1745 898 1768</box>
lower-left <box>44 1459 898 2466</box>
vijayendra-col1: ಸಂಜೆವಾಣಿ ವಾರ್ತೆ, ವಿಜಯಪುರ,ಏ.9:ದಾವಣಗೆರೆ ದಕ್ಷಿಣ ಕ್ಷೇತ್ರದಲ್ಲಿ ಕಾಂಗ್ರೆಸ್ ಗೆಲ್ಲುವುದು ನಿಶ್ಚಿತ ಎಂದು ಜಿಲ್ಲಾ ಉಸ್ತುವಾರಿ ಸಚಿವ ಎಂ.ಬಿ.ಪಾಟೀಲ ವಿಶ್ವಾಸ ವ್ಯಕ್ತಪಡಿಸಿದರು. ಬುಧವಾರ ನಗರದಲ್ಲಿ ಸುದ್ದಿಗಾರರೊಂದಿಗೆ ಮಾತನಾಡಿದ ಅವರು, ನಿಶ್ಚಿತವಾಗಿ ಈ ಉಪ ಚುನಾವಣೆಗಳು ಮುಗಿದ ಬಳಿಕ ವಿಜಯೇಂದ್ರ ಮನೆಗೆ ಹೋಗುವುದು ನಿಶ್ಚಿತ ಎಂದು ಅವರು ವಿಶ್ವಾಸ ವ್ಯಕ್ತಪಡಿಸಿದರು. ಗ್ಯಾರಂಟಿ ಯೋಜನೆಯಿಂದ ಮಹಿಳೆಯರು ಮತ ಹಾಕಿದರೆ ನಾವು ಗೆಲ್ಲುತ್ತೇವೆ. ಗ್ಯಾರಂಟಿ ಯೋಜನೆಗಳು <box>919 1317 1069 1661</box>
shivanand-headline-2: ಮಾಡುವ ಪ್ರಶ್ನೆಯೇ ಇಲ್ಲ: ಸಚಿವ ಎಂ.ಬಿ. ಪಾಟೀಲ್ <box>972 859 1346 886</box>
shivanand-story <box>919 832 1400 1235</box>
issue-date: ಗುರುವಾರ 09 ಏಪ್ರಿಲ್ 2026 <box>1223 125 1369 142</box>
page-body <box>44 150 1400 2466</box>
vijayendra-headline-1: ಉಪಚುನಾವಣೆ ಬಳಿಕ ವಿಜಯೇಂದ್ರ ಮನೆಗೆ <box>996 1249 1322 1278</box>
media-photo <box>218 1951 376 2165</box>
masthead-bottom-rule <box>44 143 1373 146</box>
media-col1: ಜೇವರ್ಗಿ : ಕಲಬುರ್ಗಿಯಲ್ಲಿ ನಡೆಯುವ ಭಾರತ ರತ್ನ ಸಂವಿಧಾನಶಿಲ್ಪಿ ಡಾಕ್ಟರ್ ಬಾಬಾ ಸಾಹೇಬ್ ಅಂಬೇಡ್ಕರ್ ಜಯಂತಿ ನಿಮಿತ್ತ 12ರಂದು ನಡೆಯುವ ಡಾಕ್ಟರ್ ಬಿ ಆರ್ ಅಂಬೇಡ್ಕರ್ ಅವರ ಜೀವನ ಆಧಾರಿತ ನಾಟಕ ಪ್ರದರ್ಶನ ಕಾರ್ಯಕ್ರಮದಲ್ಲಿ ಮಾಧ್ಯಮ ಕ್ಷೇತ್ರದ ಸಾಧನೆ ಗುರುತಿಸಿ ಮಾಧ್ಯಮ ರತ್ನ ಪ್ರಶಸ್ತಿಗೆ ಸಂಜೆವಾಣಿ ವರದಿಗಾರ ಮರೆಪ್ಪ ಬೇಗಾರ ಆಯ್ಕೆ ಮಾಡಲಾಗಿದೆ ಎಂದು ಡಾಕ್ಟರ್ ಬಿಆರ್ ಅಂಬೇಡ್ಕರ್ <box>44 1953 202 2210</box>
shivanand-col3: ಪಾಟೀಲ್ ಪರ ಪ್ರಚಾರ ಮಾಡುತ್ತಾರೆ. ಹಾಗಾಗಿ ಎಂ.ಬಿ.ಪಾಟೀಲ್ ಗೆಸ್ಟ್ ಹೌಸ್ ಇದ್ದರೆ ಶಿವಾನಂದ ಪಾಟೀಲ್ ವಿರುದ್ಧ ಪ್ರಚಾರ ಮಾಡಲ್ಲ ಎಂದು ಹೇಳಿದರು. ಶಿವಾನಂದ ಪಾಟೀಲ್ ಕಾಂಗ್ರೆಸ್ ನಲ್ಲಿದ್ದಾರೆ. ನಾನು ಕಾಂಗ್ರೆಸ್ ನಲ್ಲಿದ್ದೇನೆ. ಶಿವಾನಂದ ಪಾಟೀಲ್ ಬಿಜೆಪಿಯಲ್ಲಿದ್ದಾರೆ ಎಂದರು. ಚುನಾವಣೆಯಲ್ಲಿ ಕಾಂಗ್ರೆಸ್ ಪಕ್ಷ ಗೆಲ್ಲಲಿದೆ ಎಂದು ಸ್ಪಷ್ಟಪಡಿಸಿದರು. <box>1250 895 1400 1153</box>
vijayendra-col3: 10 ಸಾವಿರ ಕೋಟಿ ಇಟ್ಟಿದ್ದಾರೆಂದು ಯತ್ನಾಳ ಆರೋಪ ಮಾಡಿದ್ದಾರೆ. ಯತ್ನಾಳ್‌ರೊಂದಿಗೆ ಕೆಲವೊಂದು ಪ್ರಶ್ನೆಗಳಿಗೆ ಹೋಗಬಹುದೆಂದು ತಿಳಿಸಿದರು. ವಿಜಯೇಂದ್ರ ಪವರ್ ಫುಲ್ ಇದ್ದರಿಂದ ಉಪಚುನಾವಣೆಯ ಯಾಕೆ ಟಿಕೇಟು ಬಾಗಲಕೋಟೆ ಪ್ರಚಾರಕ್ಕೆ ಉಪಚುನಾವಣೆ ಯತ್ನಾಳ ಅವರನ್ನು ಕರೆಯಬೇಕು ಹೋಗುವ ಯತ್ನಾಳ ಪ್ರಚಾರ ಮಾಡಿದರು ಗೆಲ್ಲಲು. ವಿಜಯೇಂದ್ರ ಮತ್ತು ಯತ್ನಾಳ ಇಬ್ಬರೂ ಒಂದೇ ನಾಣ್ಯದ ಎರಡು ಮುಖಗಳು ಎಂದು ಸಚಿವ ಎಂ.ಬಿ.ಪಾಟೀಲ ಹೇಳಿದರು. <box>1250 1317 1400 1639</box>
swamiji-col2: ಪಾಟೀಲ್ ತಿಳಿಸಿದರು. ಮಹಿಳೆಯಿಂದ ಸ್ವಾಮೀಜಿ ಮೇಲೆ ಲೈಂಗಿಕ ದೌರ್ಜನ್ಯ ಆರೋಪ ವಿಚಾರ ಕುರಿತು ಅವರು ಮಾತನಾಡಿ, ಸ್ವಾಮೀಜಿ ದೂರು ನೀಡಿದ್ದಾರೆ. ಈ ಬಗ್ಗೆ ತನಿಖೆ ಆಗಲಿ. ಸತ್ಯಾಸತ್ಯತೆ ಹೊರಬರಲಿ. <box>565 1522 724 1648</box>
lawyer-award-headline-1: ವಕೀಲ ರತ್ನ ಪ್ರಶಸ್ತಿಗೆ <box>119 1459 300 1492</box>
lawyer-photo <box>44 1533 202 1757</box>
shivanand-col1: ಸಂಜೆವಾಣಿ ವಾರ್ತೆ, ವಿಜಯಪುರ, ಏ. 9:ಸಚಿವ ಶಿವಾನಂದ ಪಾಟೀಲ್ ವಿರುದ್ಧ ಪ್ರಚಾರ ಮಾಡುವ ಪ್ರಶ್ನೆಯೇ ಇಲ್ಲ ಎಂದು ಜಿಲ್ಲಾ ಉಸ್ತುವಾರಿ ಸಚಿವ ಎಂ. ಬಿ. ಪಾಟೀಲ್ ಹೇಳಿದ್ದಾರೆ. ಎಂ.ಬಿ.ಪಾಟೀಲ್ ಗೆಸ್ಟ್ ಹೌಸ್ ಆದ ಅವರ ಮನೆಯಲ್ಲಿ ಮಾತನಾಡಿದ ಅವರು, ಶಿವಾನಂದ ಪಾಟೀಲ್ ವಿರುದ್ಧ ಪ್ರಚಾರ ಮಾಡುವ ಪ್ರಶ್ನೆಯೇ ಇಲ್ಲ ಎಂದು ಸ್ಪಷ್ಟಪಡಿಸಿದರು. ಸಚಿವ ಶಿವಾನಂದ ಪಾಟೀಲ್ ಹಾಗೂ ನಾನು ಒಂದೇ ಪಕ್ಷದಲ್ಲಿದ್ದೇವೆ. ಬಬಲೇಶ್ವರ ಕ್ಷೇತ್ರದಲ್ಲಿ ಚುನಾವಣೆ ಆಗುತ್ತಿಲ್ಲ. <box>919 895 1069 1196</box>
